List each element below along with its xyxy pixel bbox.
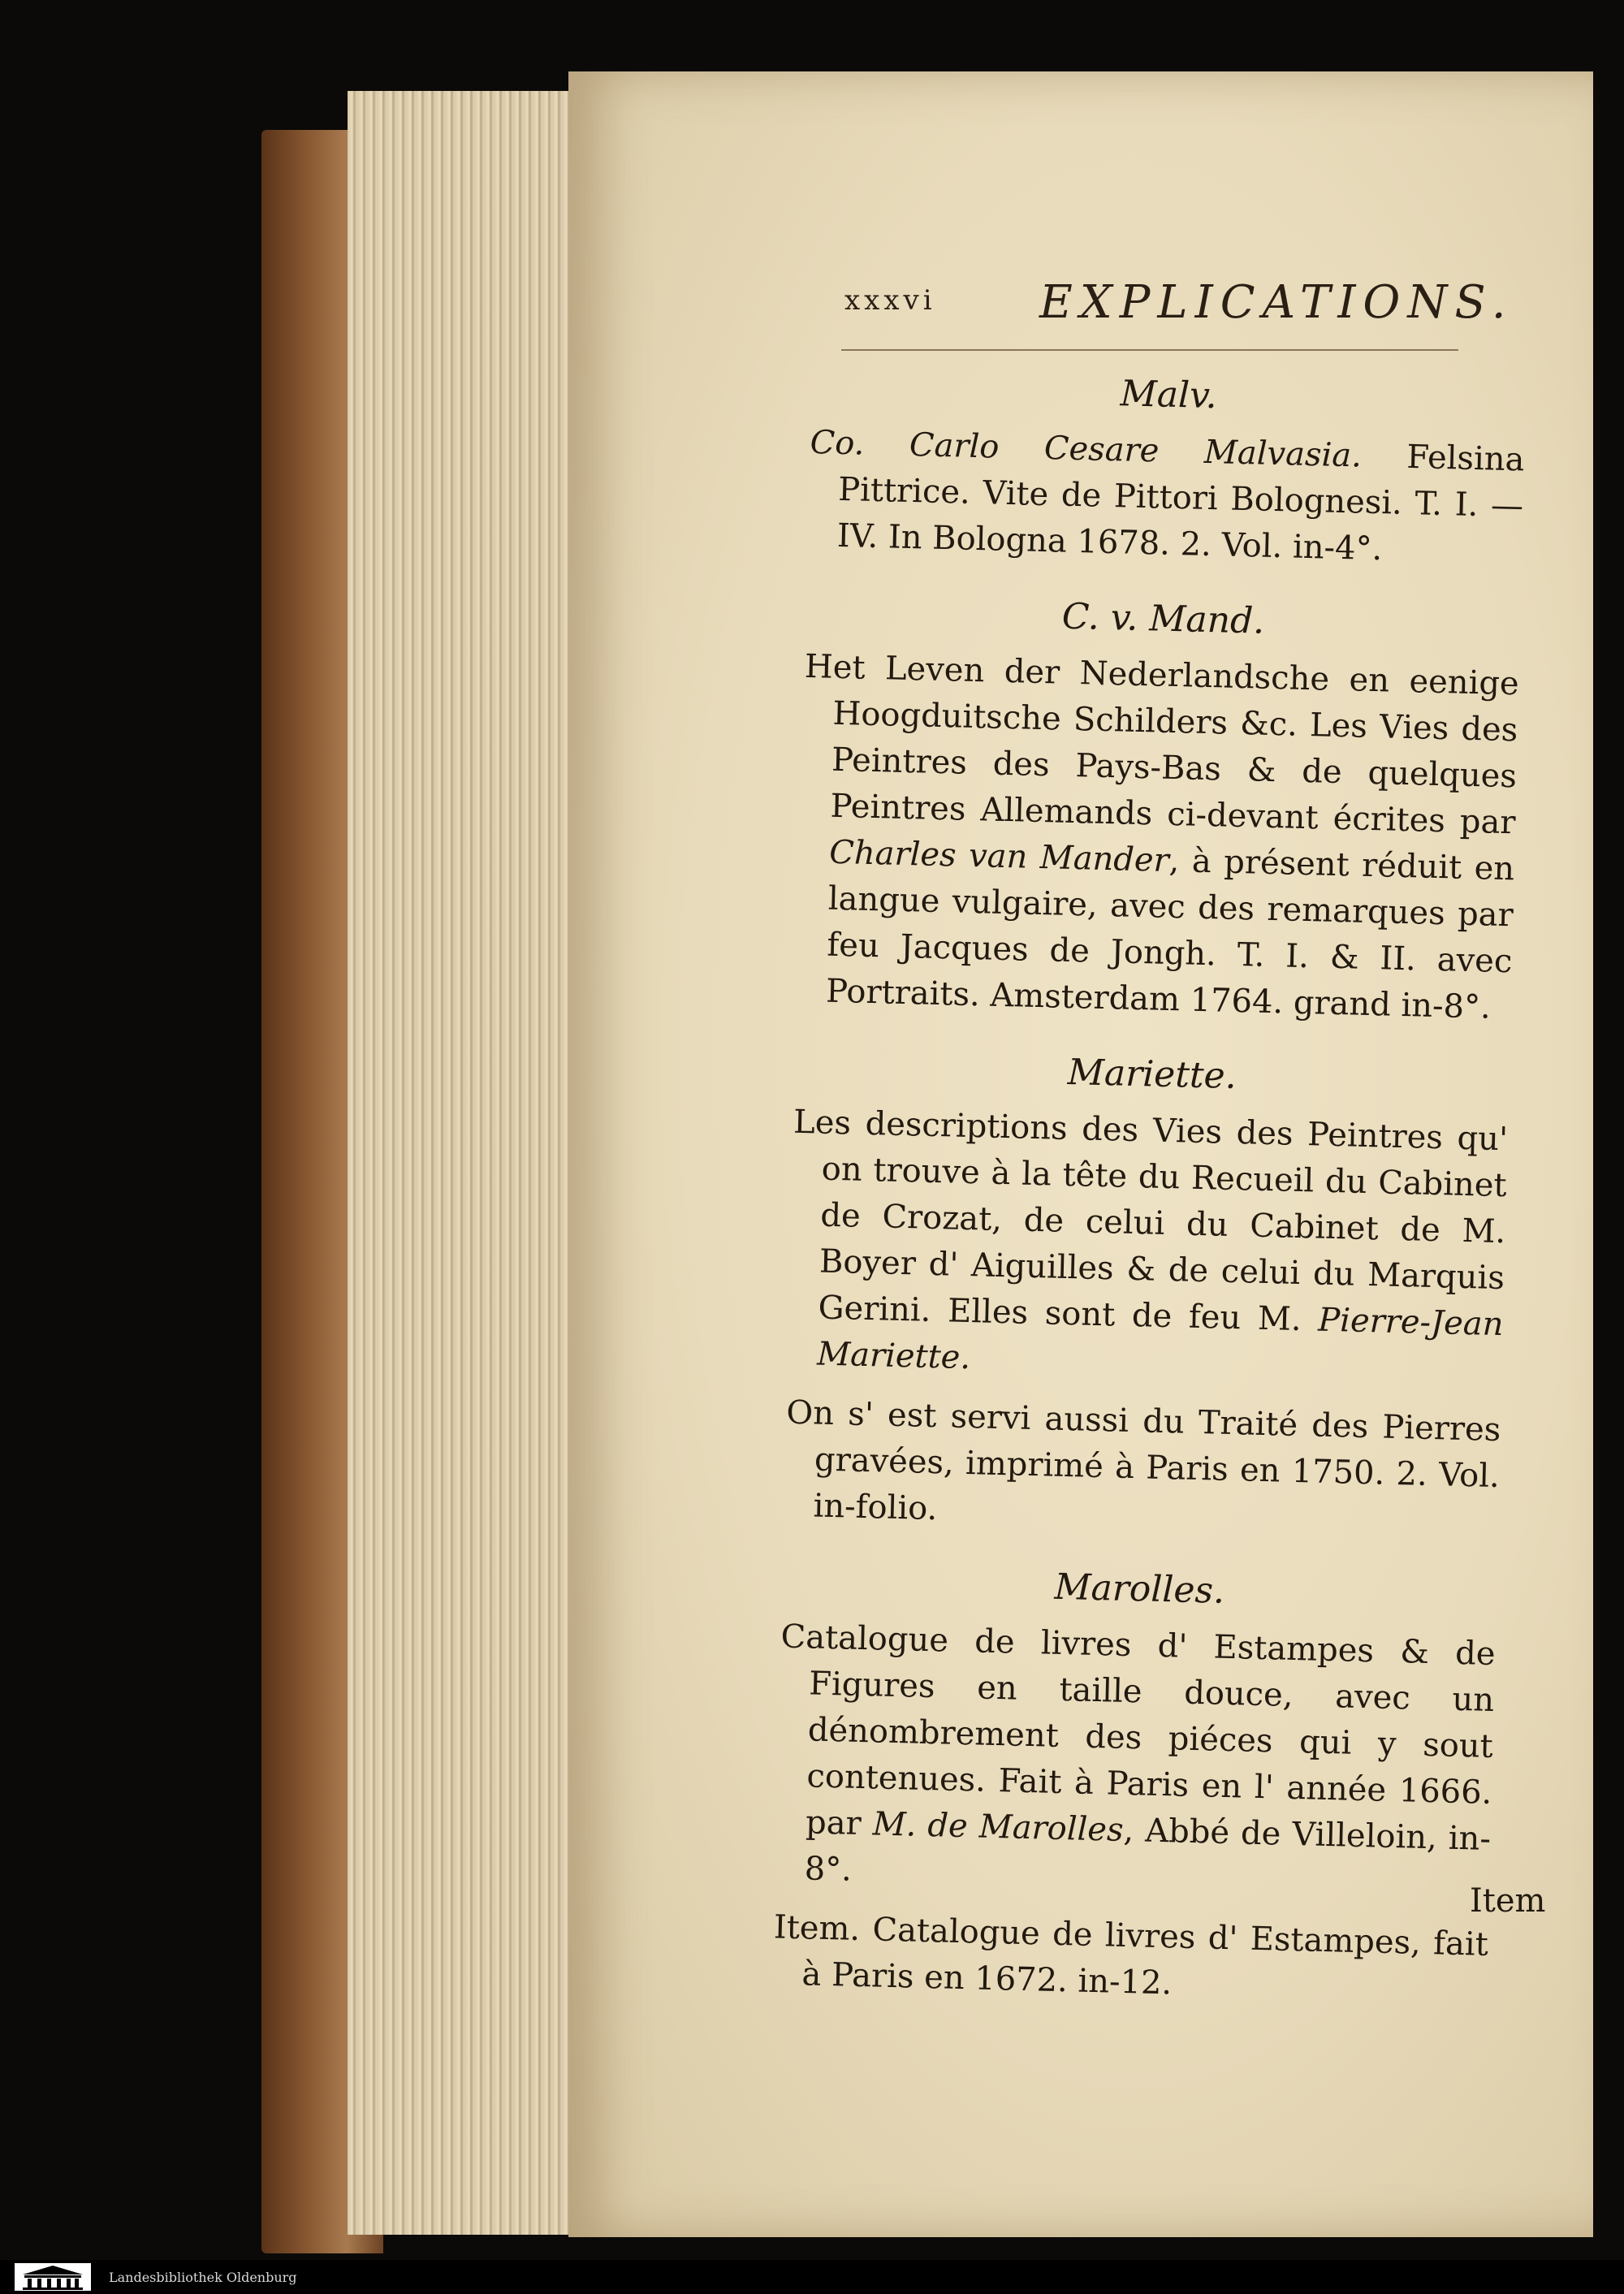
page-edges (348, 91, 591, 2235)
section-heading: Mariette. (1067, 1051, 1237, 1098)
facing-page-gutter (1593, 138, 1624, 2233)
entry-text: Felsina Pittrice. Vite de Pittori Bolognesi. T. I. — IV. In Bologna 1678. 2. Vol. in-4°. (836, 437, 1525, 568)
entry-text: , Abbé de Villeloin, in-8°. (804, 1811, 1492, 1889)
catalog-entry (775, 1614, 1496, 1909)
entry-text: Les descriptions des Vies des Peintres qu' on trouve à la tête du Recueil du Cabinet de Crozat, de celui du Cabinet de M. Boyer d' Aiguilles & de celui du Marquis Gerini. Elles sont de feu M. (793, 1103, 1509, 1339)
catalog-entry (772, 1904, 1489, 2014)
section (784, 1045, 1510, 1546)
section-heading: C. v. Mand. (1061, 595, 1265, 642)
running-head (844, 276, 1514, 341)
catalog-entry (788, 1099, 1509, 1394)
catalog-entry (807, 420, 1525, 576)
entry-text: , à présent réduit en langue vulgaire, avec des remarques par feu Jacques de Jongh. T. I. & II. avec Portraits. Amsterdam 1764. grand in-8°. (825, 841, 1515, 1026)
page-title: EXPLICATIONS. (1039, 276, 1514, 329)
section-heading: Marolles. (1053, 1566, 1225, 1612)
entry-text: Het Leven der Nederlandsche en eenige Hoogduitsche Schilders &c. Les Vies des Peintres des Pays-Bas & de quelques Peintres Allemands ci-devant écrites par (804, 647, 1520, 842)
page-content (771, 365, 1527, 2046)
catalog-entry (784, 1390, 1501, 1546)
entry-text: On s' est servi aussi du Traité des Pierres gravées, imprimé à Paris en 1750. 2. Vol. in-folio. (785, 1393, 1501, 1528)
catalog-entry (796, 644, 1519, 1031)
entry-italic-text: Charles van Mander (828, 833, 1170, 879)
catchword: Item (1470, 1882, 1546, 1920)
entry-italic-text: Co. Carlo Cesare Malvasia. (810, 423, 1363, 475)
page-number: xxxvi (844, 284, 936, 317)
entry-italic-text: M. de Marolles (872, 1805, 1125, 1849)
library-building-icon (15, 2263, 91, 2291)
entry-italic-text: Pierre-Jean Mariette. (816, 1301, 1504, 1377)
section (772, 1560, 1497, 2015)
section-heading: Malv. (1120, 373, 1218, 417)
entry-text: Catalogue de livres d' Estampes & de Figures en taille douce, avec un dénombrement des piéces qui y sout contenues. Fait à Paris en l' année 1666. par (780, 1618, 1497, 1843)
library-name: Landesbibliothek Oldenburg (109, 2270, 297, 2285)
footer-bar (0, 2260, 1624, 2294)
entry-text: Item. Catalogue de livres d' Estampes, fait à Paris en 1672. in-12. (773, 1908, 1489, 2002)
section (796, 590, 1521, 1031)
header-rule (841, 349, 1458, 351)
section (807, 365, 1527, 576)
